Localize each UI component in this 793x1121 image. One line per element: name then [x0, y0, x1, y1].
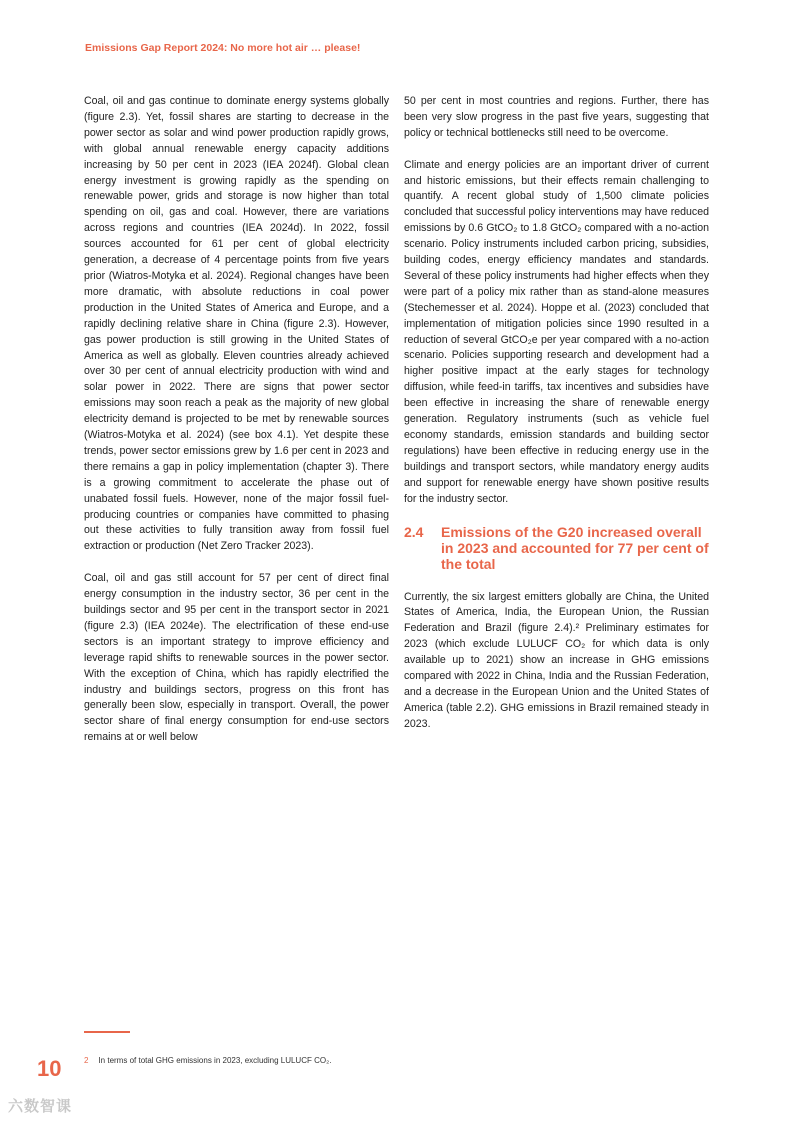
footnote-divider [84, 1031, 130, 1033]
footnote-number: 2 [84, 1056, 89, 1065]
left-column [84, 94, 389, 762]
section-title: Emissions of the G20 increased overall in 2023 and accounted for 77 per cent of the total [441, 523, 709, 572]
section-number: 2.4 [404, 523, 424, 540]
right-column [404, 94, 709, 749]
body-paragraph: Currently, the six largest emitters globally are China, the United States of America, India, the European Union, the Russian Federation and Brazil (figure 2.4).² Preliminary estimates for 2023 (which exclude LULUCF CO₂ for which data is only available up to 2021) show an increase in GHG emissions compared with 2022 in China, India and the Russian Federation, and a decrease in the European Union and the United States of America (table 2.2). GHG emissions in Brazil remained steady in 2023. [404, 590, 709, 730]
body-paragraph: Coal, oil and gas continue to dominate energy systems globally (figure 2.3). Yet, fossil shares are starting to decrease in the power sector as solar and wind power production rapidly grows, with global annual renewable energy capacity additions increasing by 50 per cent in 2023 (IEA 2024f). Global clean energy investment is growing rapidly as the spending on renewable power, grids and storage is now higher than total spending on oil, gas and coal. However, there are variations across regions and countries (IEA 2024d). In 2022, fossil sources accounted for 61 per cent of global electricity generation, a decrease of 4 percentage points from five years prior (Wiatros-Motyka et al. 2024). Regional changes have been more dramatic, with absolute reductions in coal power production in the United States of America and Europe, and a rapidly declining relative share in China (figure 2.3). However, gas power production is still growing in the United States of America as well as globally. Eleven countries already achieved over 30 per cent of annual electricity production with wind and solar power in 2022. There are signs that power sector emissions may soon reach a peak as the majority of new global electricity demand is projected to be met by renewable sources (Wiatros-Motyka et al. 2024) (see box 4.1). Yet despite these trends, power sector emissions grew by 1.6 per cent in 2023 and there remains a gap in policy implementation (chapter 3). There is a growing commitment to accelerate the phase out of unabated fossil fuels. However, none of the major fossil fuel-producing countries or companies have committed to phasing out these activities to fully transition away from fossil fuel extraction or production (Net Zero Tracker 2023). [84, 95, 389, 553]
page-number: 10 [37, 1056, 62, 1081]
report-title: Emissions Gap Report 2024: No more hot air … please! [85, 42, 361, 54]
section-heading [404, 524, 709, 572]
body-paragraph: Climate and energy policies are an important driver of current and historic emissions, but their effects remain challenging to quantify. A recent global study of 1,500 climate policies concluded that successful policy interventions may have reduced emissions by 0.6 GtCO₂ to 1.8 GtCO₂ compared with a no-action scenario. Policy instruments included carbon pricing, subsidies, building codes, energy efficiency mandates and standards. Several of these policy instruments had higher effects when they were part of a policy mix rather than as stand-alone measures (Stechemesser et al. 2024). Hoppe et al. (2023) concluded that implementation of mitigation policies since 1990 resulted in a reduction of several GtCO₂e per year compared with a no-action scenario. Policies supporting research and development had a higher positive impact at the early stages for technology diffusion, while feed-in tariffs, tax incentives and subsidies have been effective in increasing the share of renewable energy generation. Regulatory instruments (such as vehicle fuel economy standards, emission standards and building sector regulations) have been effective in reducing energy use in the buildings and transport sectors, while mandatory energy audits and support for renewable energy have shown positive results for the industry sector. [404, 158, 709, 505]
footnote [84, 1056, 331, 1065]
body-paragraph: Coal, oil and gas still account for 57 per cent of direct final energy consumption in the industry sector, 36 per cent in the buildings sector and 95 per cent in the transport sector in 2021 (figure 2.3) (IEA 2024e). The electrification of these end-use sectors is an important strategy to improve efficiency and leverage rapid shifts to renewable sources in the power sector. With the exception of China, which has rapidly electrified the industry and buildings sectors, progress on this front has generally been slow, especially in transport. Overall, the power sector share of final energy consumption for end-use sectors remains at or well below [84, 572, 389, 744]
footnote-text: In terms of total GHG emissions in 2023, excluding LULUCF CO₂. [98, 1056, 332, 1065]
watermark: 六数智课 [8, 1098, 73, 1115]
body-paragraph: 50 per cent in most countries and regions. Further, there has been very slow progress in the past five years, suggesting that policy or technical bottlenecks still need to be overcome. [404, 95, 709, 139]
